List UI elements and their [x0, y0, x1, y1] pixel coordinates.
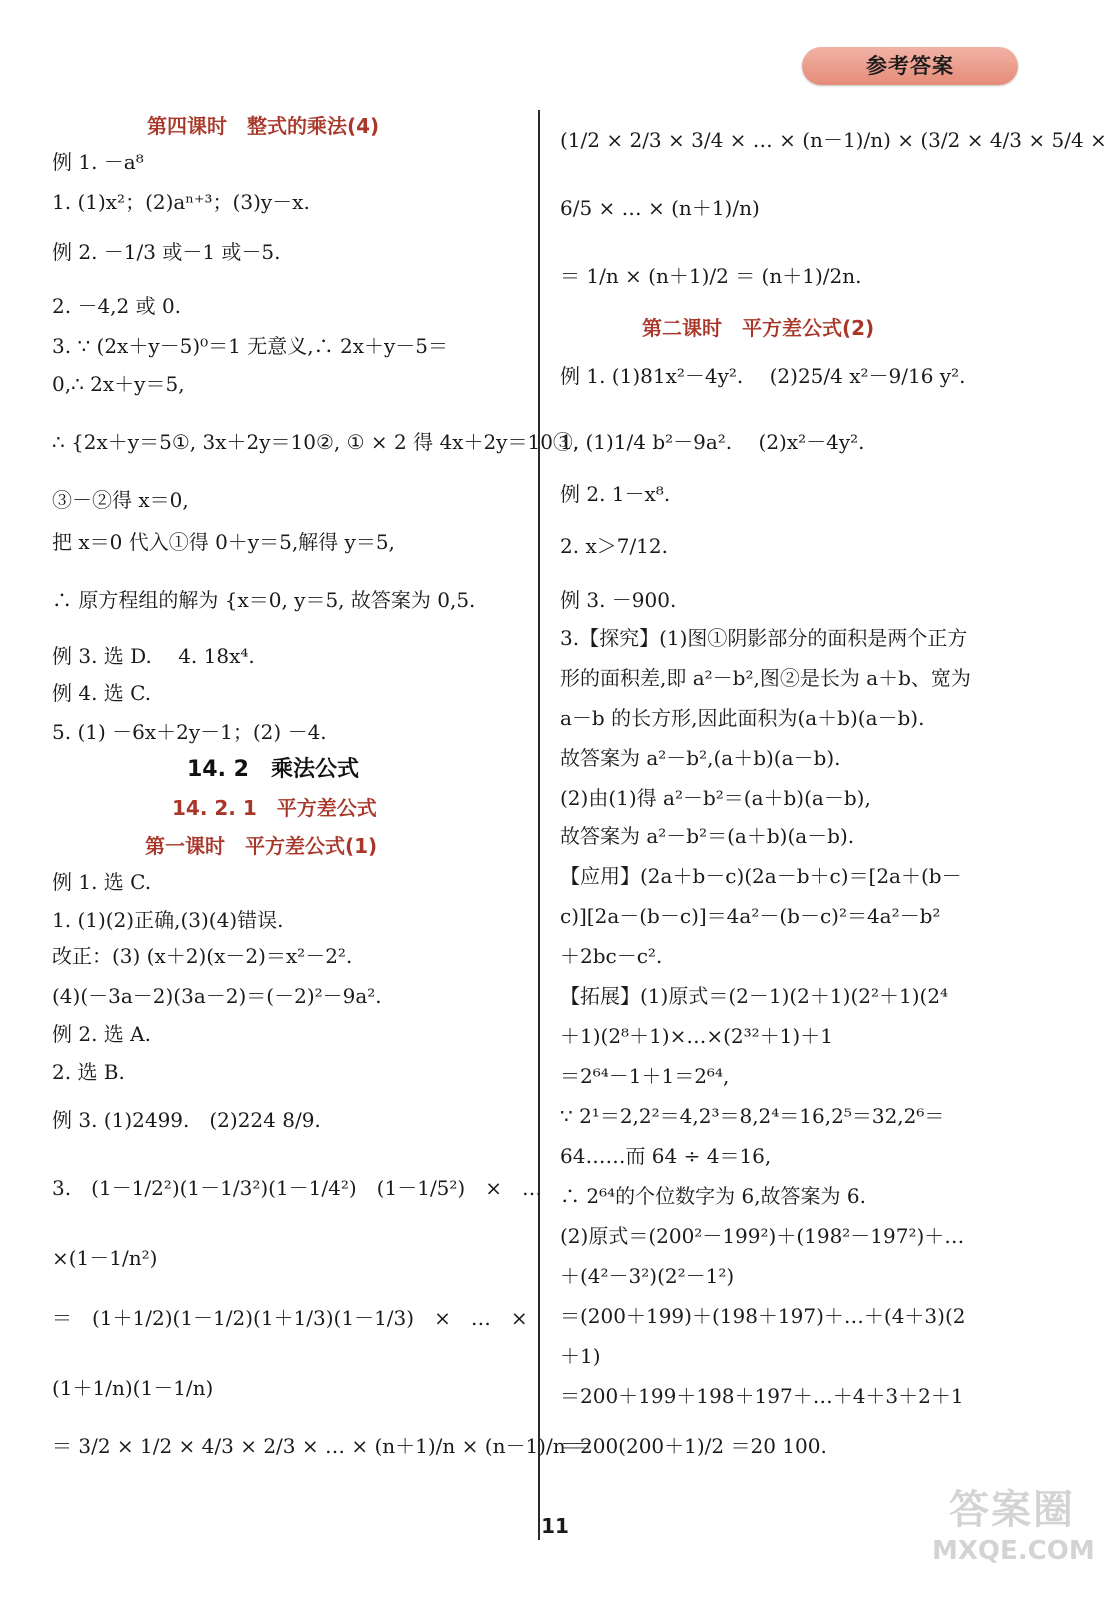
answer-line: 例 3. (1)2499. (2)224 8/9. — [52, 1108, 321, 1132]
answer-line: 1. (1)(2)正确,(3)(4)错误. — [52, 908, 284, 932]
answer-line: 例 3. 选 D. 4. 18x⁴. — [52, 644, 255, 668]
answer-line: 【拓展】(1)原式＝(2－1)(2＋1)(2²＋1)(2⁴ — [560, 984, 949, 1008]
watermark-logo-text: 答案圈 — [949, 1487, 1075, 1533]
answer-line: 故答案为 a²－b²＝(a＋b)(a－b). — [560, 824, 855, 848]
answer-line: ＝200＋199＋198＋197＋…＋4＋3＋2＋1 — [560, 1384, 964, 1408]
answer-line: 3. ∵ (2x＋y－5)⁰＝1 无意义,∴ 2x＋y－5＝ — [52, 334, 448, 358]
answer-line: (4)(－3a－2)(3a－2)＝(－2)²－9a². — [52, 984, 382, 1008]
answer-line: 64……而 64 ÷ 4＝16, — [560, 1144, 772, 1168]
column-divider — [538, 110, 540, 1540]
section-title: 14. 2 乘法公式 — [187, 757, 359, 782]
answer-line: 例 3. －900. — [560, 588, 677, 612]
answer-line: 形的面积差,即 a²－b²,图②是长为 a＋b、宽为 — [560, 666, 971, 690]
answer-line: ＝(200＋199)＋(198＋197)＋…＋(4＋3)(2 — [560, 1304, 966, 1328]
answer-line: ＝ 1/n × (n＋1)/2 ＝ (n＋1)/2n. — [560, 264, 862, 288]
answer-line: 2. －4,2 或 0. — [52, 294, 182, 318]
answer-line: c)][2a－(b－c)]＝4a²－(b－c)²＝4a²－b² — [560, 904, 941, 928]
answer-line: 例 1. 选 C. — [52, 870, 152, 894]
answer-line: 1. (1)1/4 b²－9a². (2)x²－4y². — [560, 430, 865, 454]
answer-line: ＝2⁶⁴－1＋1＝2⁶⁴, — [560, 1064, 730, 1088]
answer-line: (1＋1/n)(1－1/n) — [52, 1376, 214, 1400]
answer-line: 5. (1) －6x＋2y－1；(2) －4. — [52, 720, 327, 744]
answer-line: ∴ {2x＋y＝5①, 3x＋2y＝10②, ① × 2 得 4x＋2y＝10③, — [52, 430, 580, 454]
answer-line: ×(1－1/n²) — [52, 1246, 158, 1270]
answer-line: (1/2 × 2/3 × 3/4 × … × (n－1)/n) × (3/2 × 4/3 × 5/4 × — [560, 128, 1107, 152]
answer-line: ＋(4²－3²)(2²－1²) — [560, 1264, 735, 1288]
answer-line: 2. x＞7/12. — [560, 534, 668, 558]
answer-line: ∴ 原方程组的解为 {x＝0, y＝5, 故答案为 0,5. — [52, 588, 476, 612]
answer-line: 故答案为 a²－b²,(a＋b)(a－b). — [560, 746, 841, 770]
answer-line: (2)原式＝(200²－199²)＋(198²－197²)＋… — [560, 1224, 965, 1248]
answer-line: 3.【探究】(1)图①阴影部分的面积是两个正方 — [560, 626, 968, 650]
answer-line: 例 1. (1)81x²－4y². (2)25/4 x²－9/16 y². — [560, 364, 966, 388]
answer-line: 6/5 × … × (n＋1)/n) — [560, 196, 760, 220]
answer-line: (2)由(1)得 a²－b²＝(a＋b)(a－b), — [560, 786, 871, 810]
subsection-title: 14. 2. 1 平方差公式 — [172, 796, 377, 820]
answer-line: 例 2. 选 A. — [52, 1022, 151, 1046]
answer-line: 3. (1－1/2²)(1－1/3²)(1－1/4²) (1－1/5²) × … — [52, 1176, 542, 1200]
answer-line: 【应用】(2a＋b－c)(2a－b＋c)＝[2a＋(b－ — [560, 864, 962, 888]
answer-line: ＋2bc－c². — [560, 944, 663, 968]
lesson-heading-2: 第二课时 平方差公式(2) — [642, 316, 875, 340]
answer-line: ③－②得 x＝0, — [52, 488, 189, 512]
answer-line: 把 x＝0 代入①得 0＋y＝5,解得 y＝5, — [52, 530, 395, 554]
answer-line: ＋1) — [560, 1344, 601, 1368]
answer-line: 2. 选 B. — [52, 1060, 125, 1084]
lesson-heading-4: 第四课时 整式的乘法(4) — [147, 114, 380, 138]
answer-key-badge: 参考答案 — [802, 47, 1018, 85]
answer-line: ∵ 2¹＝2,2²＝4,2³＝8,2⁴＝16,2⁵＝32,2⁶＝ — [560, 1104, 945, 1128]
answer-line: 例 1. －a⁸ — [52, 150, 144, 174]
lesson-heading-1: 第一课时 平方差公式(1) — [145, 834, 378, 858]
answer-line: 改正：(3) (x＋2)(x－2)＝x²－2². — [52, 944, 353, 968]
answer-line: ＝200(200＋1)/2 ＝20 100. — [560, 1434, 827, 1458]
answer-line: ＝ (1＋1/2)(1－1/2)(1＋1/3)(1－1/3) × … × — [52, 1306, 528, 1330]
answer-line: 1. (1)x²；(2)aⁿ⁺³；(3)y－x. — [52, 190, 310, 214]
answer-line: 例 4. 选 C. — [52, 681, 152, 705]
watermark-url: MXQE.COM — [932, 1536, 1095, 1566]
answer-line: ＋1)(2⁸＋1)×…×(2³²＋1)＋1 — [560, 1024, 833, 1048]
answer-line: 例 2. 1－x⁸. — [560, 482, 671, 506]
answer-line: 例 2. －1/3 或－1 或－5. — [52, 240, 281, 264]
answer-line: ＝ 3/2 × 1/2 × 4/3 × 2/3 × … × (n＋1)/n × (n－1)/n ＝ — [52, 1434, 592, 1458]
answer-line: 0,∴ 2x＋y＝5, — [52, 372, 185, 396]
site-watermark — [932, 1484, 1095, 1584]
answer-line: a－b 的长方形,因此面积为(a＋b)(a－b). — [560, 706, 925, 730]
answer-line: ∴ 2⁶⁴的个位数字为 6,故答案为 6. — [560, 1184, 866, 1208]
page-number: 11 — [541, 1514, 569, 1538]
